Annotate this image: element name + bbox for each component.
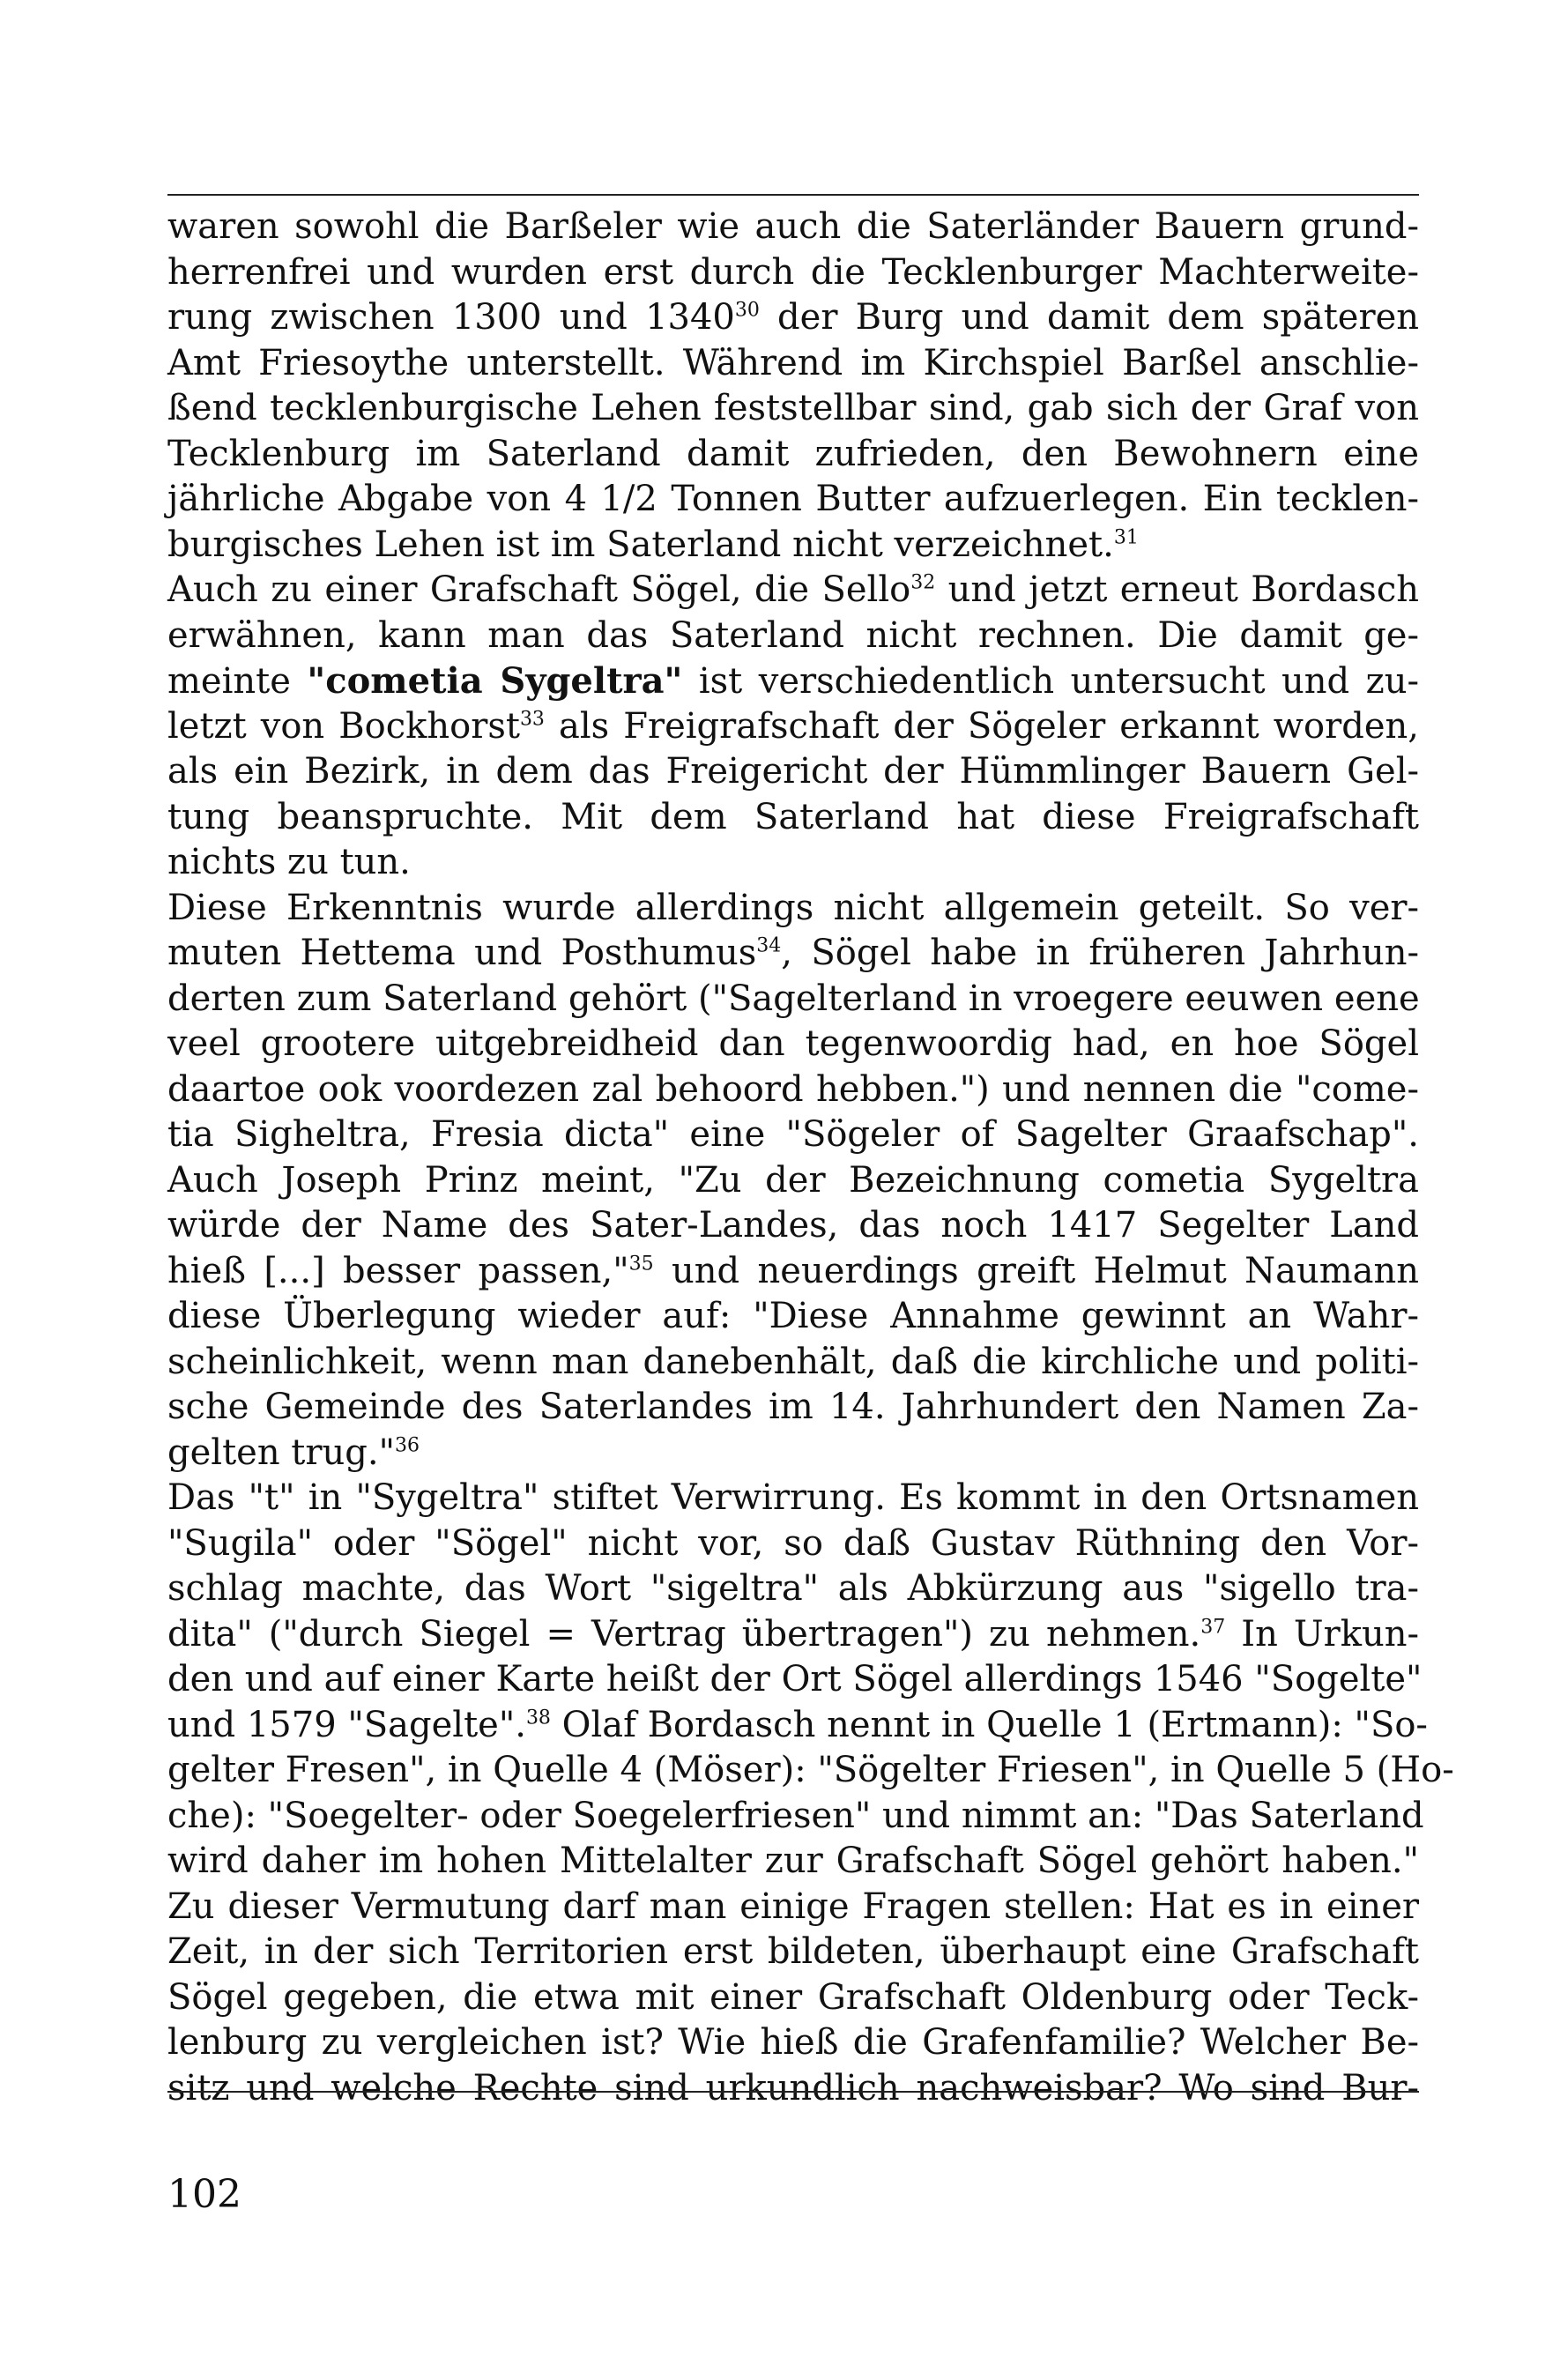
text-line-12: letzt von Bockhorst$^{33}$ als Freigrafschaft der Sögeler erkannt worden, xyxy=(167,705,1419,747)
footnote-ref-34: 34 xyxy=(756,934,782,957)
body-text xyxy=(167,205,1454,2111)
text-line-10: erwähnen, kann man das Saterland nicht rechnen. Die damit ge- xyxy=(167,614,1419,656)
text-line-18: derten zum Saterland gehört ("Sagelterland in vroegere eeuwen eene xyxy=(167,978,1420,1019)
text-line-08: burgisches Lehen ist im Saterland nicht verzeichnet.$^{31}$ xyxy=(167,524,1139,565)
text-line-11: meinte "cometia Sygeltra" ist verschiedentlich untersucht und zu- xyxy=(167,660,1419,702)
text-line-29: Das "t" in "Sygeltra" stiftet Verwirrung. Es kommt in den Ortsnamen xyxy=(167,1477,1419,1518)
text-line-03: rung zwischen 1300 und 1340$^{30}$ der Burg und damit dem späteren xyxy=(167,297,1420,338)
text-line-06: Tecklenburg im Saterland damit zufrieden, den Bewohnern eine xyxy=(167,433,1419,474)
text-line-13: als ein Bezirk, in dem das Freigericht der Hümmlinger Bauern Gel- xyxy=(167,751,1419,792)
text-line-20: daartoe ook voordezen zal behoord hebben.") und nennen die "come- xyxy=(167,1068,1419,1110)
footnote-ref-32: 32 xyxy=(910,571,936,594)
footnote-ref-30: 30 xyxy=(734,299,760,322)
text-line-28: gelten trug."$^{36}$ xyxy=(167,1432,420,1473)
text-line-01: waren sowohl die Barßeler wie auch die Saterländer Bauern grund- xyxy=(167,206,1419,247)
text-line-04: Amt Friesoythe unterstellt. Während im Kirchspiel Barßel anschlie- xyxy=(167,342,1419,383)
top-rule xyxy=(167,194,1419,196)
text-line-07: jährliche Abgabe von 4 1/2 Tonnen Butter aufzuerlegen. Ein tecklen- xyxy=(167,479,1419,519)
text-line-27: sche Gemeinde des Saterlandes im 14. Jahrhundert den Namen Za- xyxy=(167,1387,1419,1427)
page-number: 102 xyxy=(167,2172,241,2217)
text-line-22: Auch Joseph Prinz meint, "Zu der Bezeichnung cometia Sygeltra xyxy=(167,1159,1419,1201)
text-line-33: den und auf einer Karte heißt der Ort Sögel allerdings 1546 "Sogelte" xyxy=(167,1659,1423,1699)
bottom-rule xyxy=(167,2091,1419,2093)
text-line-37: wird daher im hohen Mittelalter zur Grafschaft Sögel gehört haben." xyxy=(167,1841,1419,1881)
text-line-25: diese Überlegung wieder auf: "Diese Annahme gewinnt an Wahr- xyxy=(167,1296,1419,1336)
text-line-17: muten Hettema und Posthumus$^{34}$, Sögel habe in früheren Jahrhun- xyxy=(167,933,1419,973)
text-line-24: hieß [...] besser passen,"$^{35}$ und neuerdings greift Helmut Naumann xyxy=(167,1250,1420,1291)
text-line-30: "Sugila" oder "Sögel" nicht vor, so daß Gustav Rüthning den Vor- xyxy=(167,1522,1419,1564)
text-line-36: che): "Soegelter- oder Soegelerfriesen" und nimmt an: "Das Saterland xyxy=(167,1795,1424,1836)
text-line-05: ßend tecklenburgische Lehen feststellbar sind, gab sich der Graf von xyxy=(167,388,1419,428)
footnote-ref-31: 31 xyxy=(1113,526,1139,549)
footnote-ref-37: 37 xyxy=(1200,1616,1226,1639)
footnote-ref-33: 33 xyxy=(519,708,545,731)
text-line-16: Diese Erkenntnis wurde allerdings nicht allgemein geteilt. So ver- xyxy=(167,887,1419,928)
emphasis-cometia-sygeltra: "cometia Sygeltra" xyxy=(307,660,683,702)
text-line-21: tia Sigheltra, Fresia dicta" eine "Sögeler of Sagelter Graafschap". xyxy=(167,1114,1419,1155)
text-line-15: nichts zu tun. xyxy=(167,842,411,882)
footnote-ref-35: 35 xyxy=(628,1253,654,1276)
text-line-14: tung beanspruchte. Mit dem Saterland hat diese Freigrafschaft xyxy=(167,796,1419,837)
text-line-31: schlag machte, das Wort "sigeltra" als Abkürzung aus "sigello tra- xyxy=(167,1568,1419,1609)
text-line-40: Sögel gegeben, die etwa mit einer Grafschaft Oldenburg oder Teck- xyxy=(167,1976,1419,2018)
text-line-39: Zeit, in der sich Territorien erst bildeten, überhaupt eine Grafschaft xyxy=(167,1931,1419,1972)
text-line-38: Zu dieser Vermutung darf man einige Fragen stellen: Hat es in einer xyxy=(167,1885,1419,1927)
text-line-34: und 1579 "Sagelte".$^{38}$ Olaf Bordasch nennt in Quelle 1 (Ertmann): "So- xyxy=(167,1704,1428,1745)
text-line-35: gelter Fresen", in Quelle 4 (Möser): "Sögelter Friesen", in Quelle 5 (Ho- xyxy=(167,1750,1454,1790)
footnote-ref-36: 36 xyxy=(394,1434,420,1457)
text-line-32: dita" ("durch Siegel = Vertrag übertragen") zu nehmen.$^{37}$ In Urkun- xyxy=(167,1613,1419,1655)
text-line-02: herrenfrei und wurden erst durch die Tecklenburger Machterweite- xyxy=(167,251,1419,293)
text-line-26: scheinlichkeit, wenn man danebenhält, daß die kirchliche und politi- xyxy=(167,1341,1419,1382)
footnote-ref-38: 38 xyxy=(525,1707,551,1729)
text-line-09: Auch zu einer Grafschaft Sögel, die Sello$^{32}$ und jetzt erneut Bordasch xyxy=(167,569,1419,610)
text-line-23: würde der Name des Sater-Landes, das noch 1417 Segelter Land xyxy=(167,1205,1419,1246)
text-line-41: lenburg zu vergleichen ist? Wie hieß die Grafenfamilie? Welcher Be- xyxy=(167,2022,1419,2063)
text-line-42: sitz und welche Rechte sind urkundlich nachweisbar? Wo sind Bur- xyxy=(167,2067,1419,2109)
text-line-19: veel grootere uitgebreidheid dan tegenwoordig had, en hoe Sögel xyxy=(167,1023,1419,1064)
